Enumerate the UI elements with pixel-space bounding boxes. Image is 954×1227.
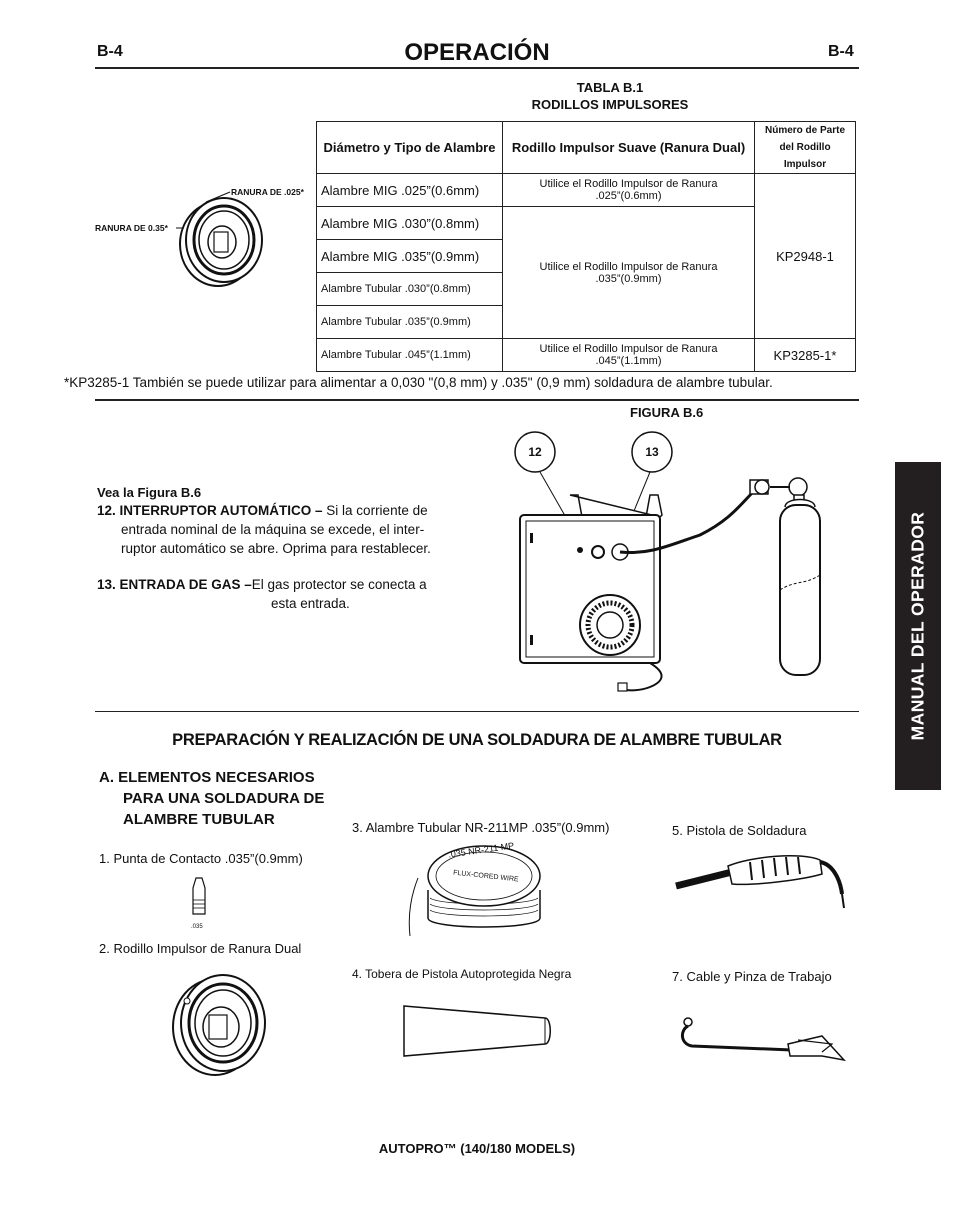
item-3-label: 3. Alambre Tubular NR-211MP .035”(0.9mm) (352, 820, 610, 835)
section-title: PREPARACIÓN Y REALIZACIÓN DE UNA SOLDADURA DE ALAMBRE TUBULAR (172, 731, 782, 749)
item-1-label: 1. Punta de Contacto .035”(0.9mm) (99, 851, 303, 866)
table-footnote: *KP3285-1 También se puede utilizar para alimentar a 0,030 "(0,8 mm) y .035" (0,9 mm) soldadura de alambre tubular. (64, 375, 773, 390)
subsection-line2: PARA UNA SOLDADURA DE (123, 790, 325, 807)
table-cell-part: KP3285-1* (755, 339, 856, 372)
table-cell-wire: Alambre MIG .030”(0.8mm) (317, 207, 503, 240)
section-rule-2 (95, 711, 859, 712)
section-rule (95, 399, 859, 401)
table-cell-roller: Utilice el Rodillo Impulsor de Ranura .035”(0.9mm) (503, 207, 755, 339)
item-12-text-1: Si la corriente de (326, 503, 428, 518)
footer-model: AUTOPRO™ (140/180 MODELS) (378, 1141, 576, 1156)
table-cell-wire: Alambre MIG .025”(0.6mm) (317, 174, 503, 207)
page-number-right: B-4 (828, 43, 854, 60)
work-clamp-illustration (672, 1000, 862, 1080)
page-title: OPERACIÓN (404, 39, 550, 66)
item-7-label: 7. Cable y Pinza de Trabajo (672, 969, 832, 984)
contact-tip-label: .035 (191, 924, 203, 930)
item-12-text-2: entrada nominal de la máquina se excede, el inter- (121, 522, 425, 537)
nozzle-illustration (400, 1000, 575, 1060)
subsection-heading (99, 767, 324, 830)
table-cell-roller: Utilice el Rodillo Impulsor de Ranura .045”(1.1mm) (503, 339, 755, 372)
col-header-wire: Diámetro y Tipo de Alambre (317, 122, 503, 174)
welding-gun-illustration (672, 848, 862, 918)
header-rule (95, 67, 859, 69)
item-13-text-2: esta entrada. (271, 596, 350, 611)
table-cell-wire: Alambre Tubular .030”(0.8mm) (317, 273, 503, 306)
subsection-prefix: A. (99, 769, 114, 786)
figure-caption: FIGURA B.6 (630, 405, 704, 420)
table-cell-wire: Alambre MIG .035”(0.9mm) (317, 240, 503, 273)
side-tab-label: MANUAL DEL OPERADOR (907, 511, 928, 741)
page-number-left: B-4 (97, 43, 123, 60)
item-12-title: 12. INTERRUPTOR AUTOMÁTICO – (97, 503, 323, 518)
figure-b6-diagram (500, 425, 870, 705)
col-header-roller: Rodillo Impulsor Suave (Ranura Dual) (503, 122, 755, 174)
table-caption (460, 79, 760, 113)
contact-tip-illustration (185, 874, 215, 924)
callout-13-label: 13 (645, 445, 659, 459)
table-caption-title: RODILLOS IMPULSORES (531, 97, 689, 112)
item-13-text-1: El gas protector se conecta a (251, 577, 427, 592)
table-cell-wire: Alambre Tubular .035”(0.9mm) (317, 306, 503, 339)
item-4-label: 4. Tobera de Pistola Autoprotegida Negra (352, 967, 572, 981)
spool-label-bottom: FLUX-CORED WIRE (452, 869, 519, 884)
item-2-label: 2. Rodillo Impulsor de Ranura Dual (99, 941, 302, 956)
table-cell-roller: Utilice el Rodillo Impulsor de Ranura .025”(0.6mm) (503, 174, 755, 207)
label-groove-025: RANURA DE .025* (231, 187, 304, 197)
drive-roll-table (316, 121, 856, 372)
table-cell-part: KP2948-1 (755, 174, 856, 339)
item-13-title: 13. ENTRADA DE GAS – (97, 577, 252, 592)
callout-12-label: 12 (528, 445, 542, 459)
table-caption-number: TABLA B.1 (576, 80, 644, 95)
item-12 (97, 501, 428, 520)
col-header-part: Número de Parte del Rodillo Impulsor (755, 122, 856, 174)
dual-groove-roll-illustration (165, 965, 285, 1085)
item-13 (97, 575, 427, 594)
subsection-line1: ELEMENTOS NECESARIOS (118, 769, 315, 786)
item-12-text-3: ruptor automático se abre. Oprima para restablecer. (121, 541, 431, 556)
item-5-label: 5. Pistola de Soldadura (672, 823, 807, 838)
spool-label-top: .035 NR-211 MP (447, 840, 515, 860)
subsection-line3: ALAMBRE TUBULAR (123, 811, 275, 828)
label-groove-035: RANURA DE 0.35* (95, 223, 168, 233)
see-figure-label: Vea la Figura B.6 (97, 485, 202, 500)
side-tab (895, 462, 941, 790)
table-cell-wire: Alambre Tubular .045”(1.1mm) (317, 339, 503, 372)
